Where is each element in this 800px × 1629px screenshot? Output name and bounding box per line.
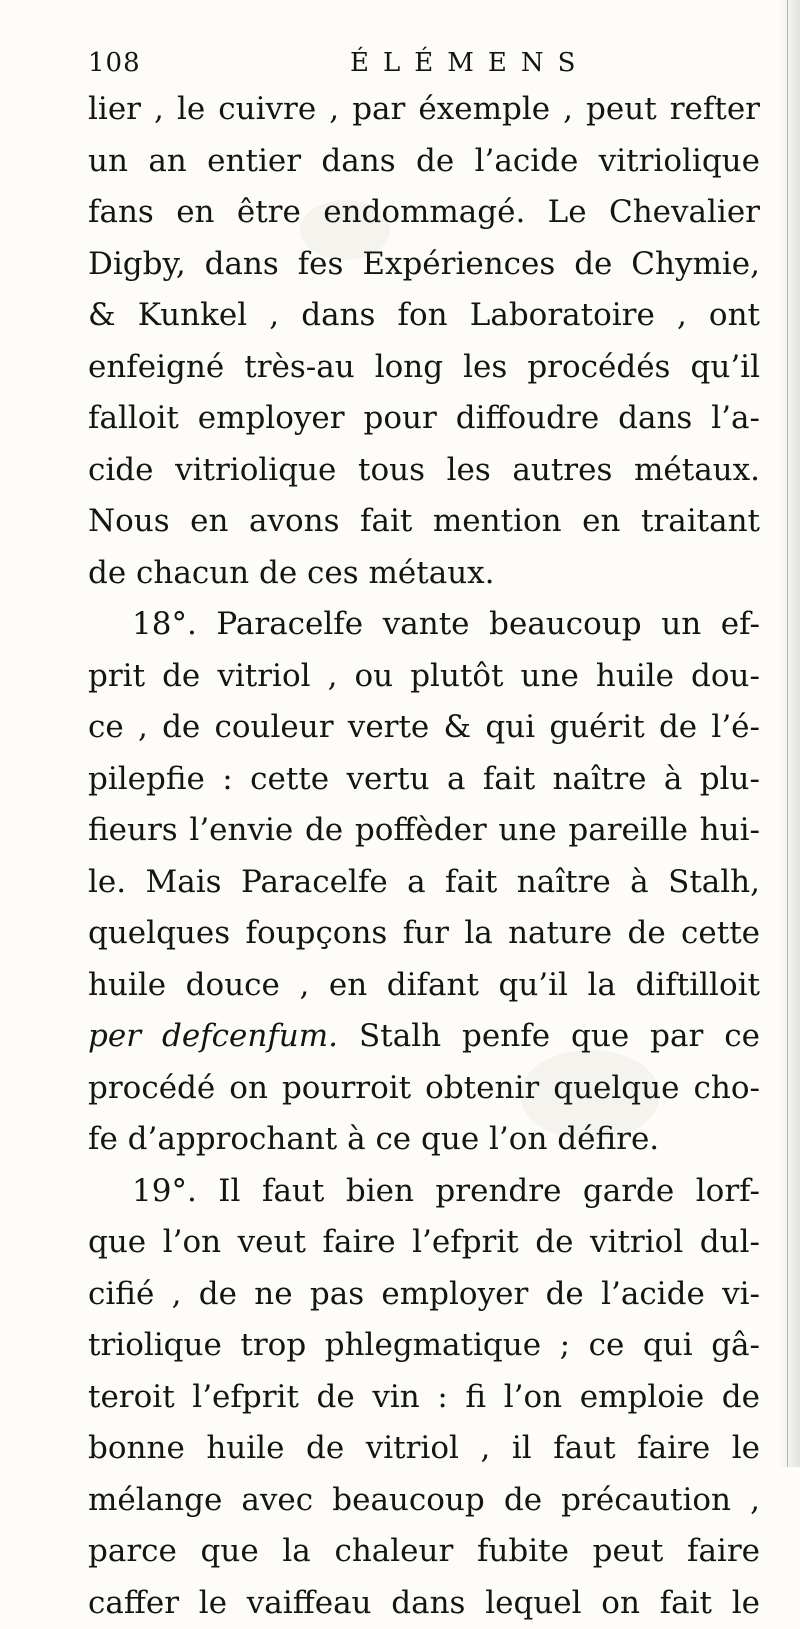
text-line [88,908,760,960]
page-edge-line [787,0,788,1467]
text-line [88,1269,760,1321]
text-line [88,805,760,857]
text-line-content: cide vitriolique tous les autres métaux. [88,452,760,488]
text-line-content: Stalh penfe que par ce [338,1018,760,1054]
text-line-content: le. Mais Paracelfe a fait naître à Stalh, [88,864,760,900]
page-edge-shadow [778,0,800,1467]
text-line [88,1011,760,1063]
text-line [88,239,760,291]
text-line-content: falloit employer pour diffoudre dans l’a- [88,400,760,436]
text-line [88,1475,760,1527]
text-line-content: triolique trop phlegmatique ; ce qui gâ- [88,1327,760,1363]
text-line-content: enfeigné très-au long les procédés qu’il [88,349,760,385]
text-line [88,136,760,188]
text-line-content: lier , le cuivre , par éxemple , peut refter [88,91,760,127]
text-line-content: bonne huile de vitriol , il faut faire le [88,1430,760,1466]
text-line-content: quelques foupçons fur la nature de cette [88,915,760,951]
text-line-content: Nous en avons fait mention en traitant [88,503,760,539]
text-line [88,548,760,600]
text-line-content: huile douce , en difant qu’il la diftilloit [88,967,760,1003]
text-line [88,1217,760,1269]
running-head: ÉLÉMENS [350,48,589,78]
body-text [88,84,760,1629]
text-line-content: fe d’approchant à ce que l’on défire. [88,1121,659,1157]
text-line-content: ce , de couleur verte & qui guérit de l’é- [88,709,760,745]
text-line [88,960,760,1012]
text-line [88,342,760,394]
text-line [88,599,760,651]
text-line-content: 19°. Il faut bien prendre garde lorf- [132,1173,760,1209]
text-line [88,754,760,806]
text-line-content: fieurs l’envie de poffèder une pareille hui- [88,812,760,848]
text-line-content: que l’on veut faire l’efprit de vitriol dul- [88,1224,760,1260]
text-line [88,1166,760,1218]
text-line-content: procédé on pourroit obtenir quelque cho- [88,1070,760,1106]
text-line [88,651,760,703]
text-line [88,1063,760,1115]
italic-phrase: per defcenfum. [88,1018,338,1054]
page-number: 108 [88,48,141,78]
text-line [88,1372,760,1424]
text-line [88,857,760,909]
text-line-content: de chacun de ces métaux. [88,555,495,591]
text-line-content: un an entier dans de l’acide vitriolique [88,143,760,179]
text-line [88,702,760,754]
text-line [88,1114,760,1166]
text-line-content: cifié , de ne pas employer de l’acide vi- [88,1276,760,1312]
text-line-content: fans en être endommagé. Le Chevalier [88,194,760,230]
text-line-content: & Kunkel , dans fon Laboratoire , ont [88,297,760,333]
text-line-content: mélange avec beaucoup de précaution , [88,1482,760,1518]
text-line-content: pilepfie : cette vertu a fait naître à plu- [88,761,760,797]
text-line [88,393,760,445]
text-line-content: prit de vitriol , ou plutôt une huile dou- [88,658,760,694]
text-line [88,1320,760,1372]
text-line [88,445,760,497]
text-line-content: caffer le vaiffeau dans lequel on fait le [88,1585,760,1621]
text-line [88,290,760,342]
text-line-content: 18°. Paracelfe vante beaucoup un ef- [132,606,760,642]
text-line [88,1526,760,1578]
text-line [88,84,760,136]
text-line [88,496,760,548]
text-line-content: Digby, dans fes Expériences de Chymie, [88,246,760,282]
text-line [88,187,760,239]
text-line-content: parce que la chaleur fubite peut faire [88,1533,760,1569]
text-line-content: teroit l’efprit de vin : fi l’on emploie de [88,1379,760,1415]
text-line [88,1578,760,1629]
